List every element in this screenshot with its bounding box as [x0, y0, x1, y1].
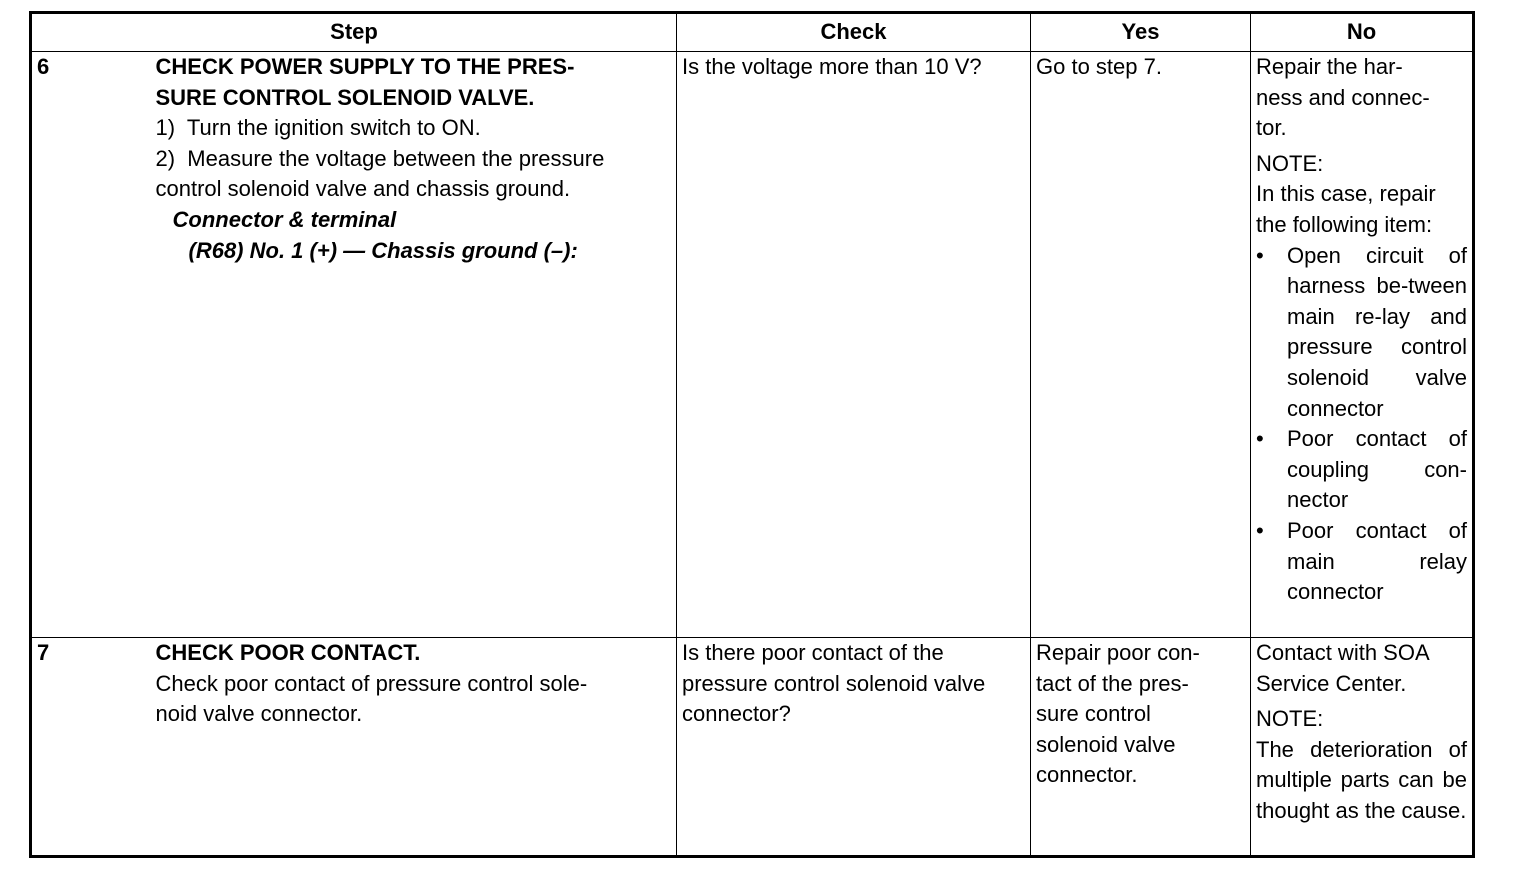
- check-cell: Is the voltage more than 10 V?: [677, 52, 1031, 638]
- table-row-step-6: [31, 52, 1474, 638]
- bullet-item: • Poor contact of coupling con-nector: [1256, 426, 1467, 513]
- diagnostic-table: [29, 11, 1475, 858]
- no-cell: [1251, 638, 1474, 857]
- note-text: The deterioration of multiple parts can be thought as the cause.: [1256, 736, 1467, 823]
- step-instruction-cont: control solenoid valve and chassis ground.: [155, 176, 571, 202]
- bullet-item: • Open circuit of harness be-tween main re-lay and pressure control solenoid valve connector: [1256, 242, 1467, 421]
- header-step: Step: [31, 13, 677, 52]
- bullet-item: • Poor contact of main relay connector: [1256, 517, 1467, 605]
- check-cell: Is there poor contact of the pressure control solenoid valve connector?: [677, 638, 1031, 857]
- header-yes: Yes: [1031, 13, 1251, 52]
- bullet-icon: •: [1256, 517, 1270, 543]
- no-cell: [1251, 52, 1474, 638]
- yes-cell: Go to step 7.: [1031, 52, 1251, 638]
- step-description: [151, 52, 677, 638]
- note-label: NOTE:: [1256, 706, 1324, 732]
- header-no: No: [1251, 13, 1474, 52]
- header-row: [31, 13, 1474, 52]
- connector-label: Connector & terminal: [172, 206, 397, 232]
- note-label: NOTE:: [1256, 150, 1324, 176]
- no-action: Contact with SOA Service Center.: [1256, 640, 1430, 696]
- step-instruction: 2) Measure the voltage between the pressure: [155, 145, 605, 171]
- bullet-icon: •: [1256, 242, 1270, 268]
- no-action: Repair the har- ness and connec- tor.: [1256, 54, 1430, 141]
- step-instruction: 1) Turn the ignition switch to ON.: [155, 115, 481, 141]
- table-row-step-7: [31, 638, 1474, 857]
- step-body-line: Check poor contact of pressure control sole-: [155, 670, 588, 696]
- step-title-line: CHECK POWER SUPPLY TO THE PRES-: [155, 54, 575, 79]
- step-description: [151, 638, 677, 857]
- step-body-line: noid valve connector.: [155, 701, 363, 727]
- yes-cell: Repair poor con- tact of the pres- sure control solenoid valve connector.: [1031, 638, 1251, 857]
- bullet-icon: •: [1256, 426, 1270, 452]
- connector-value: (R68) No. 1 (+) — Chassis ground (–):: [188, 237, 578, 263]
- step-number: 6: [31, 52, 151, 638]
- header-check: Check: [677, 13, 1031, 52]
- note-text: In this case, repair the following item:: [1256, 181, 1436, 237]
- step-title-line: SURE CONTROL SOLENOID VALVE.: [155, 84, 535, 110]
- step-number: 7: [31, 638, 151, 857]
- step-title: CHECK POOR CONTACT.: [155, 640, 421, 665]
